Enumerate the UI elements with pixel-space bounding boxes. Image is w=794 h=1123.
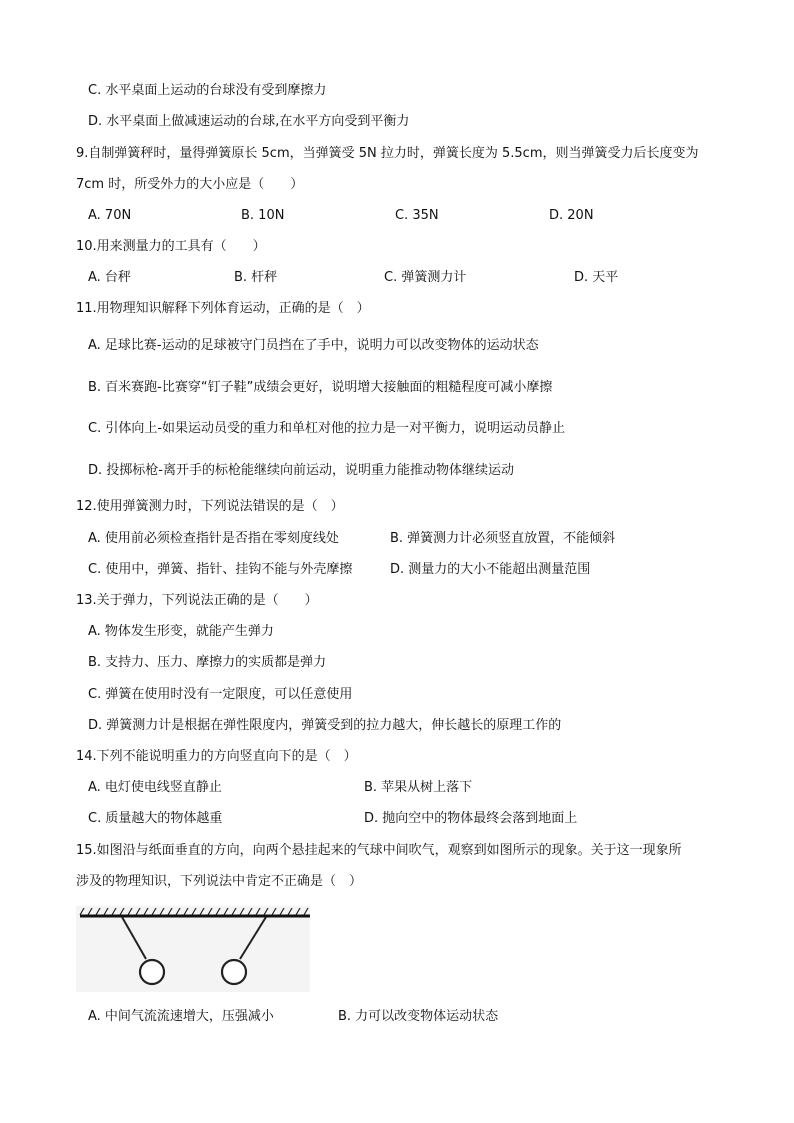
q9-stem-line1: 9.自制弹簧秤时，量得弹簧原长 5cm，当弹簧受 5N 拉力时，弹簧长度为 5.5cm，则当弹簧受力后长度变为 (76, 146, 699, 161)
q12-options-row1 (88, 530, 788, 548)
prev-option-d: D. 水平桌面上做减速运动的台球,在水平方向受到平衡力 (88, 114, 410, 129)
q13-stem: 13.关于弹力，下列说法正确的是（ ） (76, 593, 318, 608)
q9-option-d: D. 20N (549, 208, 594, 223)
q10-option-b: B. 杆秤 (234, 270, 278, 285)
q15-option-a: A. 中间气流流速增大，压强减小 (88, 1009, 274, 1024)
figure-background (76, 906, 310, 992)
q12-stem: 12.使用弹簧测力时，下列说法错误的是（ ） (76, 499, 344, 514)
q9-option-c: C. 35N (395, 208, 439, 223)
q11-option-a: A. 足球比赛-运动的足球被守门员挡在了手中，说明力可以改变物体的运动状态 (88, 338, 539, 353)
q11-option-d: D. 投掷标枪-离开手的标枪能继续向前运动，说明重力能推动物体继续运动 (88, 463, 514, 478)
q10-option-d: D. 天平 (574, 270, 619, 285)
q15-stem-line1: 15.如图沿与纸面垂直的方向，向两个悬挂起来的气球中间吹气，观察到如图所示的现象。关于这一现象所 (76, 843, 682, 858)
q13-option-c: C. 弹簧在使用时没有一定限度，可以任意使用 (88, 687, 353, 702)
q12-option-b: B. 弹簧测力计必须竖直放置，不能倾斜 (390, 531, 616, 546)
q11-option-b: B. 百米赛跑-比赛穿“钉子鞋”成绩会更好，说明增大接触面的粗糙程度可减小摩擦 (88, 380, 553, 395)
q9-options (88, 207, 788, 225)
q15-stem-line2: 涉及的物理知识，下列说法中肯定不正确是（ ） (76, 874, 363, 889)
q12-option-a: A. 使用前必须检查指针是否指在零刻度线处 (88, 531, 339, 546)
q9-option-b: B. 10N (241, 208, 285, 223)
q11-option-c: C. 引体向上-如果运动员受的重力和单杠对他的拉力是一对平衡力，说明运动员静止 (88, 421, 566, 436)
q10-option-c: C. 弹簧测力计 (384, 270, 467, 285)
q15-option-b: B. 力可以改变物体运动状态 (338, 1009, 499, 1024)
q14-option-b: B. 苹果从树上落下 (364, 780, 473, 795)
q9-option-a: A. 70N (88, 208, 132, 223)
q14-option-d: D. 抛向空中的物体最终会落到地面上 (364, 811, 578, 826)
balloons-diagram (76, 906, 310, 992)
right-balloon (222, 960, 246, 984)
q14-options-row1 (88, 779, 788, 797)
q13-option-d: D. 弹簧测力计是根据在弹性限度内，弹簧受到的拉力越大，伸长越长的原理工作的 (88, 718, 562, 733)
q12-option-d: D. 测量力的大小不能超出测量范围 (390, 562, 591, 577)
balloons-figure (76, 906, 310, 992)
q14-option-c: C. 质量越大的物体越重 (88, 811, 223, 826)
q13-option-a: A. 物体发生形变，就能产生弹力 (88, 624, 274, 639)
q11-stem: 11.用物理知识解释下列体育运动，正确的是（ ） (76, 301, 370, 316)
q12-option-c: C. 使用中，弹簧、指针、挂钩不能与外壳摩擦 (88, 562, 353, 577)
left-balloon (140, 960, 164, 984)
q10-option-a: A. 台秤 (88, 270, 131, 285)
q14-option-a: A. 电灯使电线竖直静止 (88, 780, 222, 795)
q13-option-b: B. 支持力、压力、摩擦力的实质都是弹力 (88, 655, 327, 670)
prev-option-c: C. 水平桌面上运动的台球没有受到摩擦力 (88, 83, 327, 98)
q9-stem-line2: 7cm 时，所受外力的大小应是（ ） (76, 177, 304, 192)
q10-stem: 10.用来测量力的工具有（ ） (76, 239, 266, 254)
q14-stem: 14.下列不能说明重力的方向竖直向下的是（ ） (76, 749, 357, 764)
q15-options (88, 1008, 788, 1026)
q10-options (88, 269, 788, 287)
q14-options-row2 (88, 810, 788, 828)
q12-options-row2 (88, 561, 788, 579)
